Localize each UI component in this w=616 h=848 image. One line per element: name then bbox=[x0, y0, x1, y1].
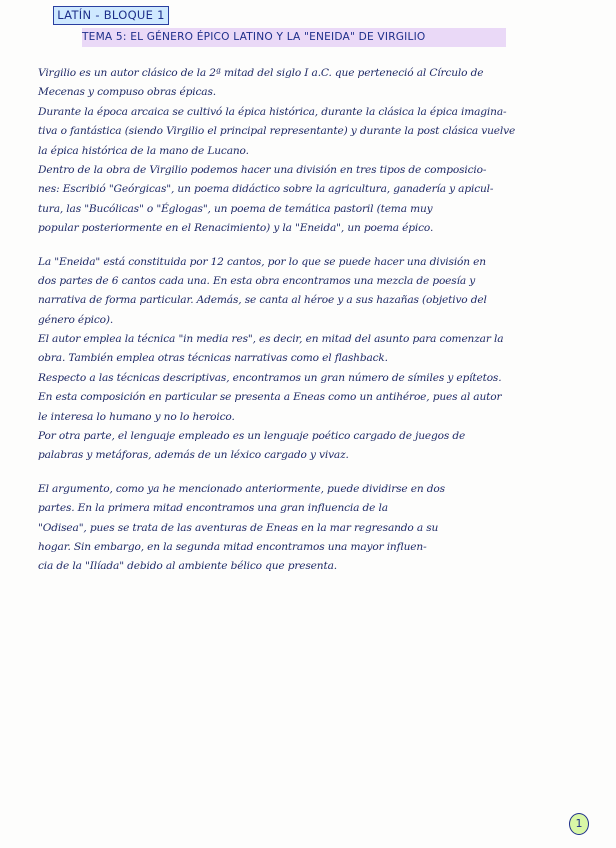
text-line: hogar. Sin embargo, en la segunda mitad encontramos una mayor influen- bbox=[38, 540, 427, 553]
text-line: Virgilio es un autor clásico de la 2ª mitad del siglo I a.C. que perteneció al Círculo de bbox=[38, 67, 484, 79]
text-line: "Odisea", pues se trata de las aventuras de Eneas en la mar regresando a su bbox=[38, 521, 439, 534]
text-line: popular posteriormente en el Renacimiento) y la "Eneida", un poema épico. bbox=[38, 222, 434, 235]
page-number: 1 bbox=[569, 813, 589, 835]
text-line: En esta composición en particular se presenta a Eneas como un antihéroe, pues al autor bbox=[38, 391, 502, 404]
paragraph-eneida bbox=[38, 253, 578, 466]
page-title: TEMA 5: EL GÉNERO ÉPICO LATINO Y LA "ENEIDA" DE VIRGILIO bbox=[82, 28, 506, 47]
text-line: La "Eneida" está constituida por 12 cantos, por lo que se puede hacer una división en bbox=[38, 255, 486, 268]
text-line: tura, las "Bucólicas" o "Églogas", un poema de temática pastoril (tema muy bbox=[38, 202, 433, 215]
text-line: narrativa de forma particular. Además, se canta al héroe y a sus hazañas (objetivo del bbox=[38, 294, 487, 307]
text-line: Durante la época arcaica se cultivó la épica histórica, durante la clásica la épica imagina- bbox=[38, 105, 507, 118]
paragraph-intro bbox=[38, 64, 578, 239]
text-line: palabras y metáforas, además de un léxico cargado y vivaz. bbox=[38, 449, 349, 462]
text-line: género épico). bbox=[38, 313, 114, 326]
text-line: dos partes de 6 cantos cada una. En esta obra encontramos una mezcla de poesía y bbox=[38, 274, 476, 287]
text-line: tiva o fantástica (siendo Virgilio el principal representante) y durante la post clásica vuelve bbox=[38, 125, 516, 138]
text-line: Dentro de la obra de Virgilio podemos hacer una división en tres tipos de composicio- bbox=[38, 163, 487, 176]
text-line: El argumento, como ya he mencionado anteriormente, puede dividirse en dos bbox=[38, 482, 445, 495]
text-line: obra. También emplea otras técnicas narrativas como el flashback. bbox=[38, 352, 388, 365]
text-line: Por otra parte, el lenguaje empleado es un lenguaje poético cargado de juegos de bbox=[38, 430, 466, 443]
paragraph-argumento bbox=[38, 480, 578, 577]
text-line: El autor emplea la técnica "in media res", es decir, en mitad del asunto para comenzar la bbox=[38, 333, 504, 346]
text-line: le interesa lo humano y no lo heroico. bbox=[38, 410, 235, 423]
text-line: nes: Escribió "Geórgicas", un poema didáctico sobre la agricultura, ganadería y apicul- bbox=[38, 183, 494, 196]
subject-header: LATÍN - BLOQUE 1 bbox=[53, 6, 169, 25]
text-line: partes. En la primera mitad encontramos una gran influencia de la bbox=[38, 502, 388, 515]
text-line: Mecenas y compuso obras épicas. bbox=[38, 86, 216, 99]
text-line: cia de la "Ilíada" debido al ambiente bélico que presenta. bbox=[38, 560, 337, 573]
text-line: la épica histórica de la mano de Lucano. bbox=[38, 144, 249, 157]
notes-body bbox=[38, 64, 578, 577]
text-line: Respecto a las técnicas descriptivas, encontramos un gran número de símiles y epítetos. bbox=[38, 371, 502, 384]
